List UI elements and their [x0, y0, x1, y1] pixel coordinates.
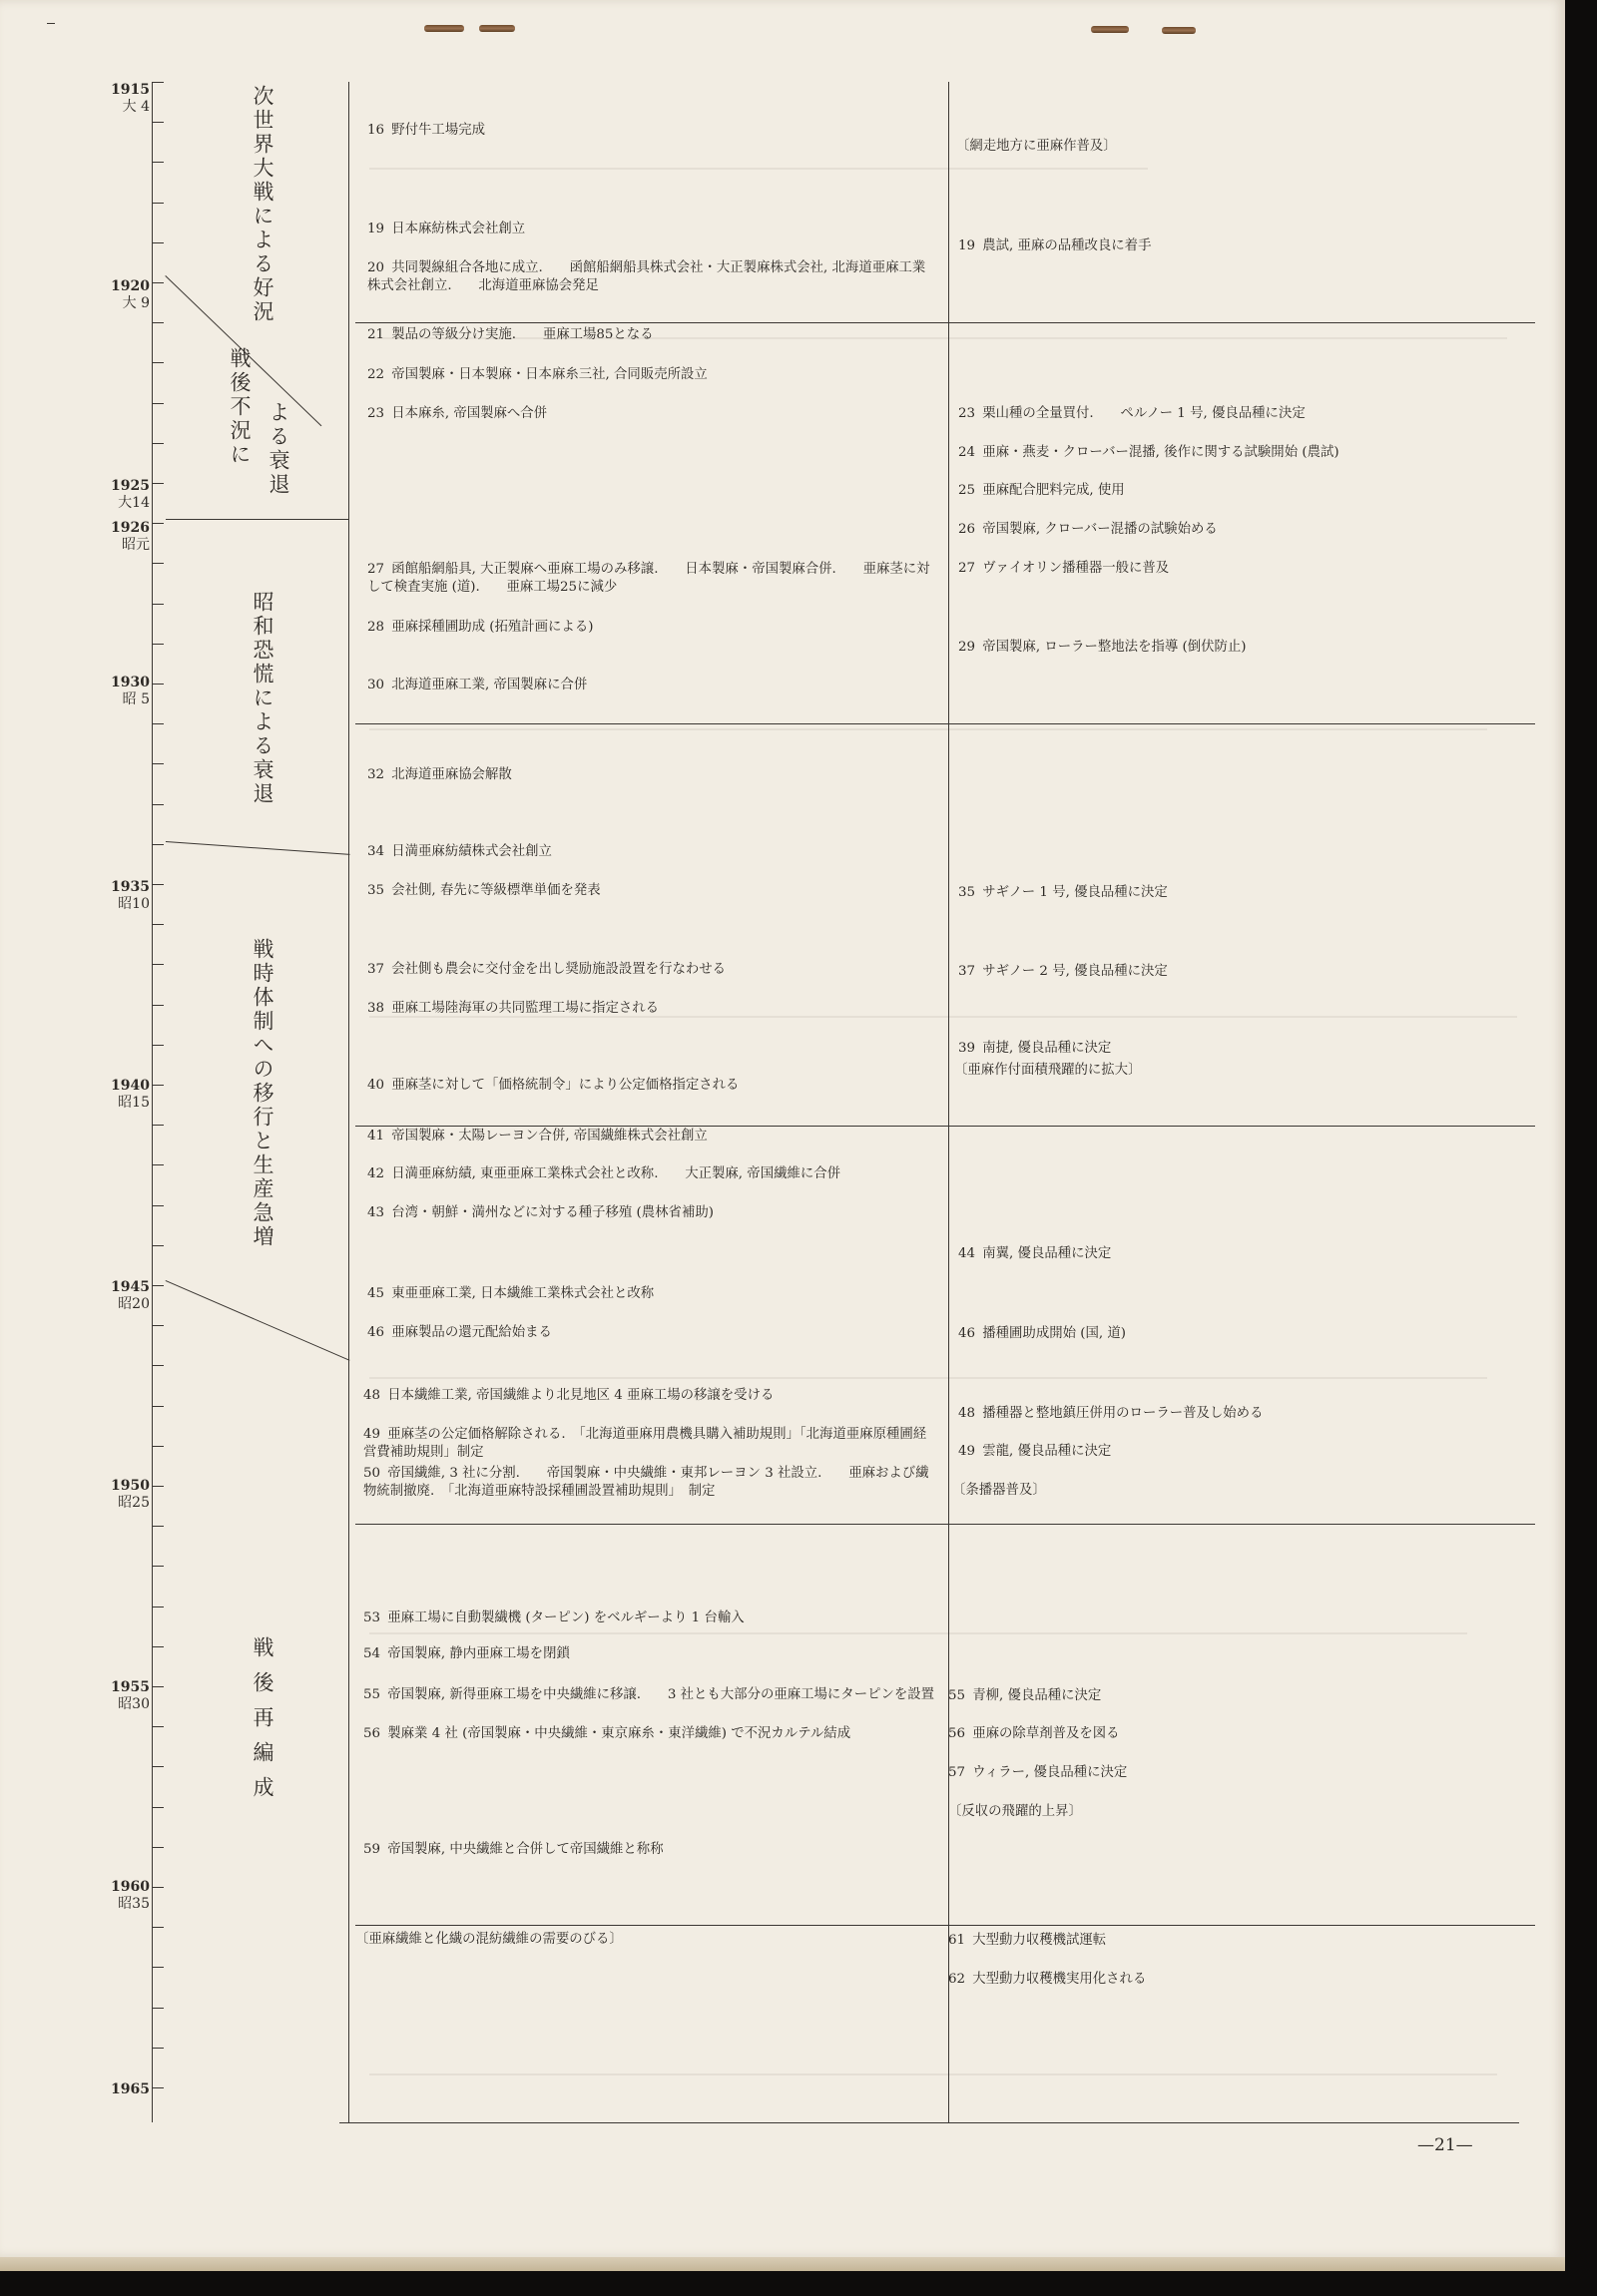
year-tick — [152, 1085, 164, 1086]
industry-event: 28 亜麻採種圃助成 (拓殖計画による) — [367, 620, 594, 635]
industry-event: 16 野付牛工場完成 — [367, 123, 485, 138]
year-tick — [152, 1566, 164, 1567]
year-tick — [152, 1325, 164, 1326]
industry-event: 42 日満亜麻紡績, 東亜亜麻工業株式会社と改称. 大正製麻, 帝国繊維に合併 — [367, 1166, 841, 1181]
year-tick — [152, 242, 164, 243]
agri-event: 25 亜麻配合肥料完成, 使用 — [958, 483, 1125, 498]
year-tick — [152, 1005, 164, 1006]
bleed-through — [369, 728, 1487, 730]
bleed-through — [369, 2073, 1497, 2075]
agri-event: 23 栗山種の全量買付. ペルノー 1 号, 優良品種に決定 — [958, 406, 1306, 421]
industry-event: 34 日満亜麻紡績株式会社創立 — [367, 844, 552, 859]
industry-event: 23 日本麻糸, 帝国製麻へ合併 — [367, 406, 548, 421]
period-label: 戦時体制への移行と生産急増 — [251, 938, 274, 1249]
year-label: 1925 大14 — [111, 478, 150, 511]
year-label: 1965 — [111, 2081, 150, 2097]
industry-event: 40 亜麻茎に対して「価格統制令」により公定価格指定される — [367, 1078, 740, 1093]
year-label: 1935 昭10 — [111, 879, 150, 912]
period-boundary — [166, 519, 349, 520]
year-tick — [152, 884, 164, 885]
year-tick — [152, 1164, 164, 1165]
agri-event: 〔亜麻作付面積飛躍的に拡大〕 — [954, 1063, 1142, 1078]
page-stack-edge — [0, 2257, 1565, 2271]
year-tick — [152, 1766, 164, 1767]
year-tick — [152, 523, 164, 524]
year-tick — [152, 2087, 164, 2088]
year-tick — [152, 563, 164, 564]
year-tick — [152, 1045, 164, 1046]
year-label: 1920 大 9 — [111, 278, 150, 311]
period-label: 昭和恐慌による衰退 — [251, 591, 274, 806]
year-label: 1930 昭 5 — [111, 675, 150, 707]
year-tick — [152, 443, 164, 444]
year-tick — [152, 1125, 164, 1126]
agri-event: 57 ウィラー, 優良品種に決定 — [948, 1765, 1128, 1780]
industry-event: 54 帝国製麻, 静内亜麻工場を閉鎖 — [363, 1646, 570, 1661]
agri-event: 49 雲龍, 優良品種に決定 — [958, 1444, 1112, 1459]
industry-event: 43 台湾・朝鮮・満州などに対する種子移殖 (農林省補助) — [367, 1205, 714, 1220]
agri-event: 24 亜麻・燕麦・クローバー混播, 後作に関する試験開始 (農試) — [958, 445, 1339, 460]
industry-event: 35 会社側, 春先に等級標準単価を発表 — [367, 883, 601, 898]
industry-event: 21 製品の等級分け実施. 亜麻工場85となる — [367, 327, 654, 342]
year-tick — [152, 804, 164, 805]
year-tick — [152, 282, 164, 283]
year-tick — [152, 604, 164, 605]
staple-mark — [479, 25, 515, 32]
year-tick — [152, 1245, 164, 1246]
period-label: 戦後再編成 — [251, 1636, 274, 1811]
period-label: よる衰退 — [266, 401, 290, 497]
agri-event: 〔反収の飛躍的上昇〕 — [948, 1804, 1082, 1819]
period-column-right — [348, 82, 349, 2122]
agri-event: 44 南翼, 優良品種に決定 — [958, 1246, 1112, 1261]
year-tick — [152, 1646, 164, 1647]
year-tick — [152, 924, 164, 925]
year-tick — [152, 2048, 164, 2049]
year-tick — [152, 1406, 164, 1407]
year-tick — [152, 844, 164, 845]
year-label: 1945 昭20 — [111, 1279, 150, 1312]
industry-event: 55 帝国製麻, 新得亜麻工場を中央繊維に移譲. 3 社とも大部分の亜麻工場にターピンを設置 — [363, 1687, 935, 1702]
period-boundary — [166, 841, 350, 855]
row-divider — [355, 1524, 1535, 1525]
year-label: 1950 昭25 — [111, 1478, 150, 1511]
industry-event: 48 日本繊維工業, 帝国繊維より北見地区 4 亜麻工場の移譲を受ける — [363, 1388, 775, 1403]
bleed-through — [369, 168, 1148, 170]
year-tick — [152, 403, 164, 404]
industry-event: 45 東亜亜麻工業, 日本繊維工業株式会社と改称 — [367, 1286, 655, 1301]
period-label: 次世界大戦による好況 — [251, 85, 274, 324]
year-tick — [152, 1686, 164, 1687]
year-label: 1960 昭35 — [111, 1879, 150, 1912]
year-tick — [152, 1486, 164, 1487]
year-tick — [152, 1927, 164, 1928]
industry-event: 37 会社側も農会に交付金を出し奨励施設設置を行なわせる — [367, 962, 727, 977]
row-divider — [355, 322, 1535, 323]
year-label: 1940 昭15 — [111, 1078, 150, 1111]
corner-mark — [47, 23, 55, 24]
period-boundary — [166, 1280, 350, 1361]
agri-event: 56 亜麻の除草剤普及を図る — [948, 1726, 1120, 1741]
year-label: 1915 大 4 — [111, 82, 150, 115]
agri-event: 〔網走地方に亜麻作普及〕 — [956, 139, 1117, 154]
timeline-axis — [152, 82, 153, 2122]
industry-event: 27 函館船網船具, 大正製麻へ亜麻工場のみ移譲. 日本製麻・帝国製麻合併. 亜麻茎に対して検査実施 (道). 亜麻工場25に減少 — [367, 562, 930, 595]
industry-event: 19 日本麻紡株式会社創立 — [367, 222, 526, 236]
year-tick — [152, 1446, 164, 1447]
year-tick — [152, 82, 164, 83]
year-tick — [152, 2008, 164, 2009]
agri-event: 46 播種圃助成開始 (国, 道) — [958, 1326, 1126, 1341]
year-tick — [152, 1847, 164, 1848]
year-tick — [152, 1526, 164, 1527]
industry-event: 〔亜麻繊維と化繊の混紡繊維の需要のびる〕 — [355, 1932, 623, 1947]
agri-event: 27 ヴァイオリン播種器一般に普及 — [958, 561, 1170, 576]
agri-event: 39 南捷, 優良品種に決定 — [958, 1041, 1112, 1056]
industry-event: 41 帝国製麻・太陽レーヨン合併, 帝国繊維株式会社創立 — [367, 1129, 708, 1144]
industry-event: 56 製麻業 4 社 (帝国製麻・中央繊維・東京麻糸・東洋繊維) で不況カルテル結成 — [363, 1726, 851, 1741]
staple-mark — [1162, 27, 1196, 34]
industry-event: 30 北海道亜麻工業, 帝国製麻に合併 — [367, 678, 588, 692]
industry-event: 32 北海道亜麻協会解散 — [367, 767, 512, 782]
year-tick — [152, 644, 164, 645]
industry-event: 22 帝国製麻・日本製麻・日本麻糸三社, 合同販売所設立 — [367, 367, 708, 382]
year-label: 1955 昭30 — [111, 1679, 150, 1712]
industry-event: 49 亜麻茎の公定価格解除される. 「北海道亜麻用農機具購入補助規則」「北海道亜麻原種圃経営費補助規則」制定 — [363, 1427, 927, 1460]
year-tick — [152, 964, 164, 965]
row-divider — [355, 723, 1535, 724]
agri-event: 19 農試, 亜麻の品種改良に着手 — [958, 238, 1152, 253]
year-tick — [152, 162, 164, 163]
table-bottom-rule — [339, 2122, 1519, 2123]
year-tick — [152, 1726, 164, 1727]
industry-event: 53 亜麻工場に自動製繊機 (ターピン) をベルギーより 1 台輸入 — [363, 1610, 745, 1625]
year-tick — [152, 122, 164, 123]
agri-event: 48 播種器と整地鎮圧併用のローラー普及し始める — [958, 1406, 1264, 1421]
year-tick — [152, 763, 164, 764]
year-tick — [152, 1285, 164, 1286]
agri-event: 35 サギノー 1 号, 優良品種に決定 — [958, 885, 1168, 900]
year-tick — [152, 362, 164, 363]
agri-event: 55 青柳, 優良品種に決定 — [948, 1688, 1102, 1703]
industry-event: 50 帝国繊維, 3 社に分割. 帝国製麻・中央繊維・東邦レーヨン 3 社設立. 亜麻および繊物統制撤廃. 「北海道亜麻特設採種圃設置補助規則」 制定 — [363, 1466, 929, 1499]
year-tick — [152, 203, 164, 204]
agri-event: 〔条播器普及〕 — [952, 1483, 1046, 1498]
year-tick — [152, 1807, 164, 1808]
agri-event: 29 帝国製麻, ローラー整地法を指導 (倒伏防止) — [958, 640, 1247, 655]
industry-event: 38 亜麻工場陸海軍の共同監理工場に指定される — [367, 1001, 660, 1016]
year-tick — [152, 322, 164, 323]
year-tick — [152, 1887, 164, 1888]
bleed-through — [369, 1632, 1467, 1634]
row-divider — [355, 1126, 1535, 1127]
year-tick — [152, 723, 164, 724]
bleed-through — [369, 1377, 1487, 1379]
period-label: 戦後不況に — [228, 347, 252, 467]
industry-event: 59 帝国製麻, 中央繊維と合併して帝国繊維と称称 — [363, 1842, 664, 1857]
year-tick — [152, 1967, 164, 1968]
year-tick — [152, 1365, 164, 1366]
staple-mark — [424, 25, 464, 32]
agri-event: 37 サギノー 2 号, 優良品種に決定 — [958, 964, 1168, 979]
staple-mark — [1091, 26, 1129, 33]
agri-event: 61 大型動力収穫機試運転 — [948, 1933, 1107, 1948]
page-number: —21— — [1417, 2135, 1473, 2155]
year-tick — [152, 483, 164, 484]
year-tick — [152, 684, 164, 685]
year-tick — [152, 1205, 164, 1206]
year-label: 1926 昭元 — [111, 520, 150, 553]
industry-event: 20 共同製線組合各地に成立. 函館船網船具株式会社・大正製麻株式会社, 北海道亜麻工業株式会社創立. 北海道亜麻協会発足 — [367, 260, 926, 293]
industry-event: 46 亜麻製品の還元配給始まる — [367, 1325, 552, 1340]
agri-event: 62 大型動力収穫機実用化される — [948, 1972, 1147, 1987]
row-divider — [355, 1925, 1535, 1926]
agri-event: 26 帝国製麻, クローバー混播の試験始める — [958, 522, 1218, 537]
